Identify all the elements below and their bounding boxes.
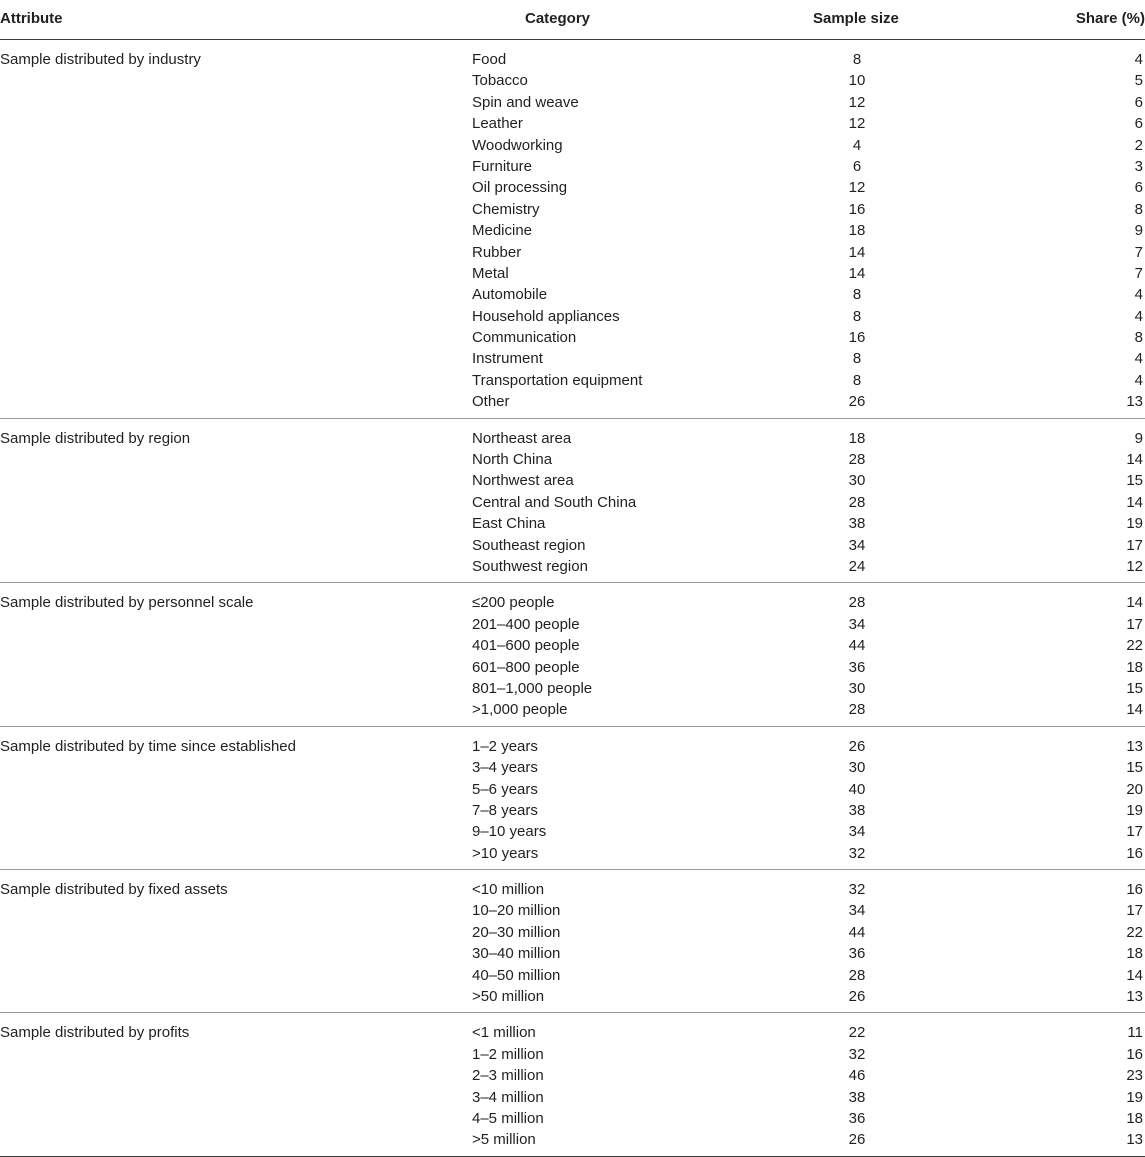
category-cell: Household appliances — [472, 307, 620, 325]
category-cell: Leather — [472, 115, 523, 133]
attribute-group — [0, 870, 1145, 1013]
category-cell: Transportation equipment — [472, 371, 643, 389]
sample-size-cell: 36 — [848, 658, 866, 676]
table-row — [0, 614, 1145, 635]
table-header — [0, 0, 1145, 40]
attribute-group — [0, 727, 1145, 870]
share-cell: 12 — [1126, 557, 1143, 575]
sample-size-cell: 34 — [848, 823, 866, 841]
category-cell: Communication — [472, 329, 577, 347]
sample-size-cell: 44 — [848, 923, 866, 941]
category-cell: Northeast area — [472, 429, 572, 447]
table-row — [0, 1044, 1145, 1065]
share-cell: 9 — [1134, 222, 1143, 240]
share-cell: 7 — [1134, 264, 1143, 282]
sample-size-cell: 16 — [848, 200, 866, 218]
sample-size-cell: 40 — [848, 780, 866, 798]
table-row — [0, 177, 1145, 198]
share-cell: 8 — [1134, 200, 1143, 218]
share-cell: 17 — [1126, 823, 1143, 841]
sample-size-cell: 30 — [848, 472, 866, 490]
header-sample-size: Sample size — [813, 10, 899, 27]
sample-size-cell: 38 — [848, 801, 866, 819]
category-cell: 5–6 years — [472, 780, 538, 798]
sample-size-cell: 30 — [848, 759, 866, 777]
sample-size-cell: 34 — [848, 902, 866, 920]
category-cell: Chemistry — [472, 200, 540, 218]
table-row — [0, 428, 1145, 449]
table-row — [0, 135, 1145, 156]
share-cell: 22 — [1126, 637, 1143, 655]
table-row — [0, 592, 1145, 613]
category-cell: >5 million — [472, 1131, 536, 1149]
sample-size-cell: 14 — [848, 264, 866, 282]
sample-size-cell: 26 — [848, 1131, 866, 1149]
table-row — [0, 943, 1145, 964]
table-row — [0, 986, 1145, 1007]
sample-size-cell: 12 — [848, 179, 866, 197]
share-cell: 8 — [1134, 329, 1143, 347]
category-cell: 20–30 million — [472, 923, 561, 941]
group-attribute-label: Sample distributed by personnel scale — [0, 594, 254, 612]
sample-size-cell: 28 — [848, 594, 866, 612]
group-attribute-label: Sample distributed by profits — [0, 1024, 190, 1042]
category-cell: Medicine — [472, 222, 533, 240]
sample-size-cell: 8 — [852, 286, 862, 304]
category-cell: 9–10 years — [472, 823, 547, 841]
group-attribute-label: Sample distributed by industry — [0, 51, 201, 68]
sample-size-cell: 38 — [848, 515, 866, 533]
table-row — [0, 678, 1145, 699]
table-row — [0, 779, 1145, 800]
table-row — [0, 156, 1145, 177]
category-cell: 1–2 years — [472, 737, 538, 755]
share-cell: 13 — [1126, 393, 1143, 411]
category-cell: 10–20 million — [472, 902, 561, 920]
category-cell: Southeast region — [472, 536, 586, 554]
category-cell: Southwest region — [472, 557, 588, 575]
share-cell: 17 — [1126, 615, 1143, 633]
category-cell: >1,000 people — [472, 701, 568, 719]
category-cell: 40–50 million — [472, 966, 561, 984]
sample-size-cell: 8 — [852, 307, 862, 325]
sample-size-cell: 36 — [848, 1109, 866, 1127]
sample-size-cell: 46 — [848, 1067, 866, 1085]
sample-size-cell: 12 — [848, 93, 866, 111]
table-row — [0, 220, 1145, 241]
attribute-group — [0, 419, 1145, 584]
share-cell: 13 — [1126, 737, 1143, 755]
table-row — [0, 757, 1145, 778]
share-cell: 16 — [1126, 1045, 1143, 1063]
category-cell: Tobacco — [472, 72, 528, 90]
category-cell: ≤200 people — [472, 594, 555, 612]
table-row — [0, 736, 1145, 757]
sample-size-cell: 32 — [848, 1045, 866, 1063]
table-row — [0, 113, 1145, 134]
sample-size-cell: 28 — [848, 701, 866, 719]
category-cell: Rubber — [472, 243, 522, 261]
category-cell: 2–3 million — [472, 1067, 544, 1085]
table-row — [0, 535, 1145, 556]
table-row — [0, 49, 1145, 70]
share-cell: 18 — [1126, 658, 1143, 676]
share-cell: 7 — [1134, 243, 1143, 261]
category-cell: 3–4 years — [472, 759, 538, 777]
table-row — [0, 800, 1145, 821]
sample-size-cell: 30 — [848, 679, 866, 697]
table-row — [0, 242, 1145, 263]
table-row — [0, 327, 1145, 348]
table-row — [0, 699, 1145, 720]
table-row — [0, 1022, 1145, 1043]
table-row — [0, 370, 1145, 391]
share-cell: 14 — [1126, 966, 1143, 984]
sample-size-cell: 44 — [848, 637, 866, 655]
table-row — [0, 263, 1145, 284]
category-cell: 30–40 million — [472, 945, 561, 963]
share-cell: 15 — [1126, 679, 1143, 697]
table-row — [0, 843, 1145, 864]
sample-size-cell: 28 — [848, 493, 866, 511]
category-cell: 201–400 people — [472, 615, 580, 633]
category-cell: Central and South China — [472, 493, 637, 511]
attribute-group — [0, 583, 1145, 726]
table-row — [0, 879, 1145, 900]
share-cell: 5 — [1134, 72, 1143, 90]
table-row — [0, 492, 1145, 513]
share-cell: 4 — [1134, 307, 1143, 325]
share-cell: 9 — [1134, 429, 1143, 447]
header-attribute: Attribute — [0, 10, 63, 27]
header-category: Category — [525, 10, 591, 27]
category-cell: Other — [472, 393, 510, 411]
share-cell: 20 — [1126, 780, 1143, 798]
sample-size-cell: 28 — [848, 966, 866, 984]
sample-size-cell: 8 — [852, 51, 862, 68]
category-cell: 3–4 million — [472, 1088, 544, 1106]
table-row — [0, 965, 1145, 986]
sample-size-cell: 12 — [848, 115, 866, 133]
group-attribute-label: Sample distributed by time since established — [0, 737, 296, 755]
table-row — [0, 391, 1145, 412]
table-row — [0, 922, 1145, 943]
sample-size-cell: 32 — [848, 881, 866, 899]
category-cell: North China — [472, 451, 553, 469]
table-row — [0, 1087, 1145, 1108]
sample-size-cell: 34 — [848, 615, 866, 633]
share-cell: 2 — [1134, 136, 1143, 154]
share-cell: 3 — [1134, 157, 1143, 175]
share-cell: 17 — [1126, 536, 1143, 554]
category-cell: 601–800 people — [472, 658, 580, 676]
table-row — [0, 70, 1145, 91]
share-cell: 19 — [1126, 515, 1143, 533]
sample-size-cell: 36 — [848, 945, 866, 963]
sample-size-cell: 26 — [848, 988, 866, 1006]
share-cell: 6 — [1134, 179, 1143, 197]
category-cell: Furniture — [472, 157, 533, 175]
share-cell: 15 — [1126, 759, 1143, 777]
group-attribute-label: Sample distributed by fixed assets — [0, 881, 228, 899]
table-row — [0, 556, 1145, 577]
category-cell: 4–5 million — [472, 1109, 544, 1127]
sample-size-cell: 16 — [848, 329, 866, 347]
share-cell: 4 — [1134, 371, 1143, 389]
table-row — [0, 1129, 1145, 1150]
category-cell: >10 years — [472, 844, 539, 862]
share-cell: 17 — [1126, 902, 1143, 920]
category-cell: <10 million — [472, 881, 545, 899]
table-row — [0, 635, 1145, 656]
sample-size-cell: 18 — [848, 222, 866, 240]
table-row — [0, 92, 1145, 113]
category-cell: Automobile — [472, 286, 548, 304]
share-cell: 4 — [1134, 51, 1143, 68]
attribute-group — [0, 1013, 1145, 1156]
table-row — [0, 1108, 1145, 1129]
sample-size-cell: 22 — [848, 1024, 866, 1042]
sample-size-cell: 18 — [848, 429, 866, 447]
table-row — [0, 821, 1145, 842]
category-cell: Oil processing — [472, 179, 568, 197]
share-cell: 13 — [1126, 1131, 1143, 1149]
attribute-group — [0, 40, 1145, 419]
table-body — [0, 40, 1145, 1157]
category-cell: Spin and weave — [472, 93, 579, 111]
sample-size-cell: 14 — [848, 243, 866, 261]
share-cell: 22 — [1126, 923, 1143, 941]
header-share: Share (%) — [1075, 10, 1145, 27]
sample-size-cell: 26 — [848, 737, 866, 755]
table-row — [0, 900, 1145, 921]
share-cell: 6 — [1134, 93, 1143, 111]
group-attribute-label: Sample distributed by region — [0, 429, 191, 447]
table-row — [0, 284, 1145, 305]
share-cell: 11 — [1127, 1024, 1143, 1042]
category-cell: 801–1,000 people — [472, 679, 593, 697]
share-cell: 14 — [1126, 451, 1143, 469]
share-cell: 4 — [1134, 350, 1143, 368]
category-cell: 401–600 people — [472, 637, 580, 655]
sample-size-cell: 28 — [848, 451, 866, 469]
category-cell: 1–2 million — [472, 1045, 544, 1063]
category-cell: Metal — [472, 264, 509, 282]
table-row — [0, 513, 1145, 534]
table-row — [0, 199, 1145, 220]
sample-size-cell: 24 — [848, 557, 866, 575]
category-cell: 7–8 years — [472, 801, 538, 819]
category-cell: Northwest area — [472, 472, 574, 490]
category-cell: Instrument — [472, 350, 543, 368]
share-cell: 18 — [1126, 945, 1143, 963]
sample-size-cell: 6 — [852, 157, 862, 175]
sample-size-cell: 32 — [848, 844, 866, 862]
sample-size-cell: 26 — [848, 393, 866, 411]
category-cell: >50 million — [472, 988, 545, 1006]
sample-size-cell: 38 — [848, 1088, 866, 1106]
category-cell: Woodworking — [472, 136, 563, 154]
share-cell: 14 — [1126, 594, 1143, 612]
table-row — [0, 348, 1145, 369]
sample-size-cell: 10 — [848, 72, 866, 90]
share-cell: 16 — [1126, 881, 1143, 899]
table-row — [0, 306, 1145, 327]
share-cell: 19 — [1126, 1088, 1143, 1106]
table-row — [0, 657, 1145, 678]
sample-size-cell: 4 — [852, 136, 862, 154]
share-cell: 15 — [1126, 472, 1143, 490]
sample-size-cell: 8 — [852, 350, 862, 368]
category-cell: Food — [472, 51, 507, 68]
share-cell: 19 — [1126, 801, 1143, 819]
share-cell: 16 — [1126, 844, 1143, 862]
table-row — [0, 1065, 1145, 1086]
table-row — [0, 470, 1145, 491]
sample-size-cell: 8 — [852, 371, 862, 389]
share-cell: 18 — [1126, 1109, 1143, 1127]
sample-size-cell: 34 — [848, 536, 866, 554]
share-cell: 4 — [1134, 286, 1143, 304]
category-cell: East China — [472, 515, 546, 533]
table-row — [0, 449, 1145, 470]
share-cell: 13 — [1126, 988, 1143, 1006]
category-cell: <1 million — [472, 1024, 536, 1042]
share-cell: 14 — [1126, 493, 1143, 511]
share-cell: 6 — [1134, 115, 1143, 133]
share-cell: 23 — [1126, 1067, 1143, 1085]
share-cell: 14 — [1126, 701, 1143, 719]
